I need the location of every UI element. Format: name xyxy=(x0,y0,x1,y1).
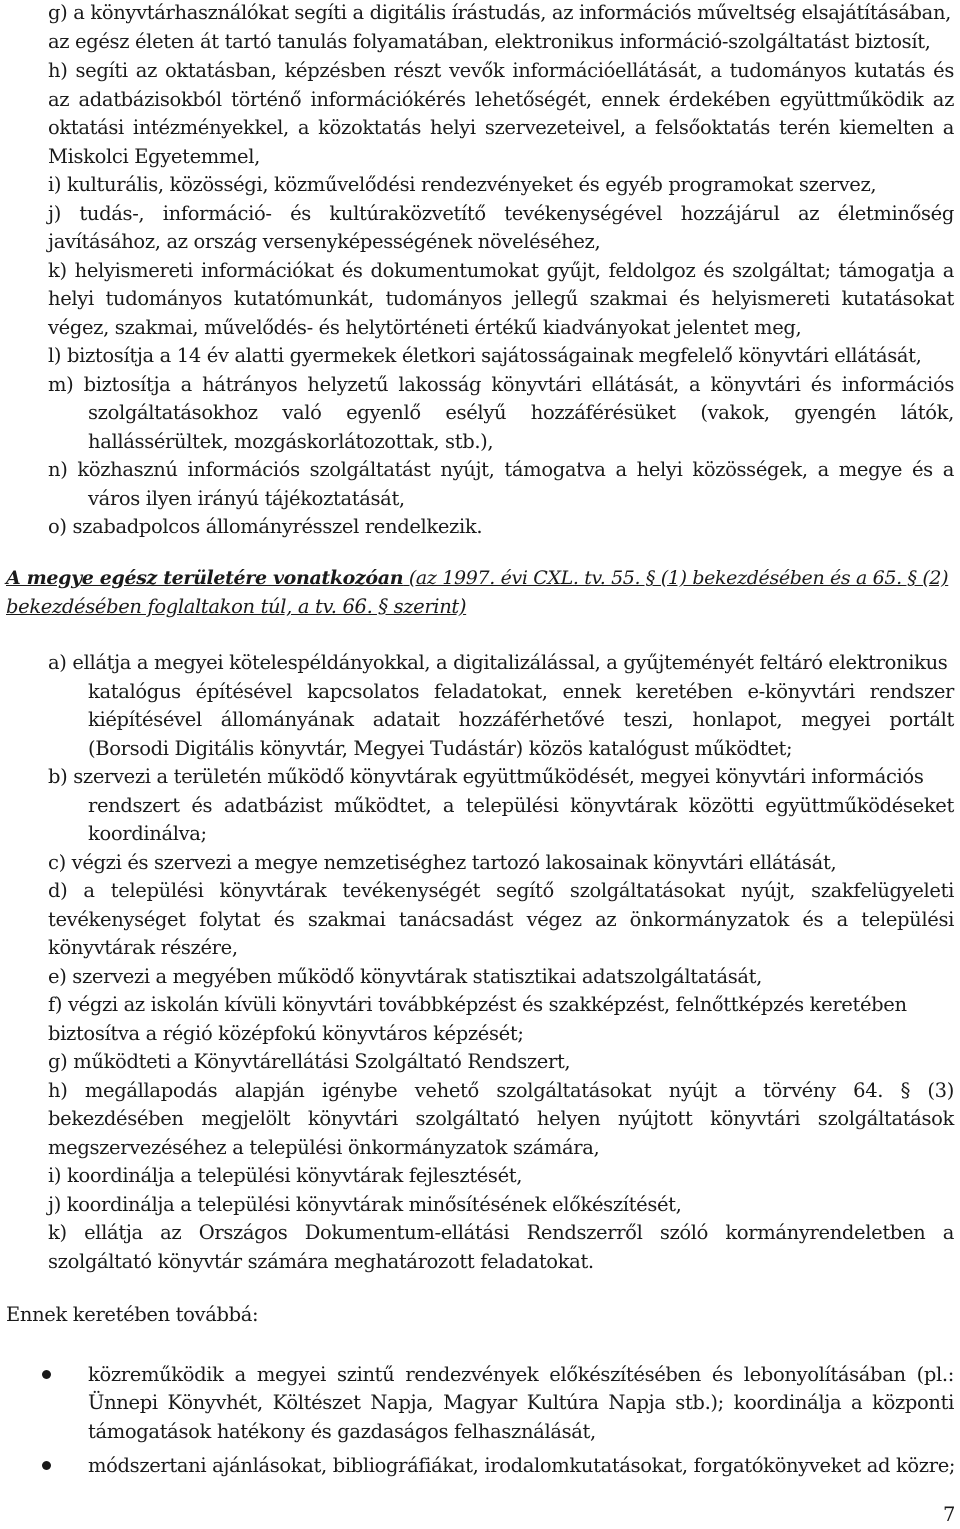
page-number: 7 xyxy=(943,1503,956,1526)
section-heading-continued: bekezdésében foglaltakon túl, a tv. 66. § szerint) xyxy=(6,595,467,618)
text-line: koordinálva; xyxy=(88,822,207,845)
text-line: végez, szakmai, művelődés- és helytörténeti értékű kiadványokat jelentet meg, xyxy=(48,316,802,339)
text-line: c) végzi és szervezi a megye nemzetiséghez tartozó lakosainak könyvtári ellátását, xyxy=(48,851,837,874)
intro-text: Ennek keretében továbbá: xyxy=(6,1303,259,1326)
text-line: o) szabadpolcos állományrésszel rendelkezik. xyxy=(48,515,483,538)
section-heading xyxy=(6,564,954,593)
section-heading-bold: A megye egész területére vonatkozóan xyxy=(6,567,404,589)
text-line: a) ellátja a megyei kötelespéldányokkal, a digitalizálással, a gyűjteményét feltáró elektronikus xyxy=(48,651,948,674)
text-line: oktatási intézményekkel, a közoktatás helyi szervezeteivel, a felsőoktatás terén kiemelten a xyxy=(48,116,954,139)
text-line: l) biztosítja a 14 év alatti gyermekek életkori sajátosságainak megfelelő könyvtári ellátását, xyxy=(48,344,922,367)
text-line: d) a települési könyvtárak tevékenységét segítő szolgáltatásokat nyújt, szakfelügyeleti xyxy=(48,879,954,902)
text-line: h) megállapodás alapján igénybe vehető szolgáltatásokat nyújt a törvény 64. § (3) xyxy=(48,1079,954,1102)
text-line: (Borsodi Digitális könyvtár, Megyei Tudástár) közös katalógust működtet; xyxy=(88,737,793,760)
text-line: Miskolci Egyetemmel, xyxy=(48,145,260,168)
text-line: tevékenységet folytat és szakmai tanácsadást végez az önkormányzatok és a települési xyxy=(48,908,954,931)
text-line: g) a könyvtárhasználókat segíti a digitális írástudás, az információs műveltség elsajátításában, xyxy=(48,1,952,24)
text-line: az adatbázisokból történő információkérés lehetőségét, ennek érdekében együttműködik az xyxy=(48,88,954,111)
text-line: rendszert és adatbázist működtet, a települési könyvtárak közötti együttműködéseket xyxy=(88,794,954,817)
text-line: kiépítésével állományának adatait hozzáférhetővé teszi, honlapot, megyei portált xyxy=(88,708,954,731)
text-line: i) kulturális, közösségi, közművelődési rendezvényeket és egyéb programokat szervez, xyxy=(48,173,877,196)
bullet-icon xyxy=(42,1461,51,1470)
text-line: k) helyismereti információkat és dokumentumokat gyűjt, feldolgoz és szolgáltat; támogatja a xyxy=(48,259,954,282)
text-line: m) biztosítja a hátrányos helyzetű lakosság könyvtári ellátását, a könyvtári és információs xyxy=(48,373,954,396)
text-line: bekezdésében megjelölt könyvtári szolgáltató helyen nyújtott könyvtári szolgáltatások xyxy=(48,1107,954,1130)
text-line: szolgáltató könyvtár számára meghatározott feladatokat. xyxy=(48,1250,594,1273)
text-line: f) végzi az iskolán kívüli könyvtári továbbképzést és szakképzést, felnőttképzés keretében xyxy=(48,993,907,1016)
text-line: könyvtárak részére, xyxy=(48,936,238,959)
bullet-line: módszertani ajánlásokat, bibliográfiákat, irodalomkutatásokat, forgatókönyveket ad közre; xyxy=(88,1454,956,1477)
text-line: i) koordinálja a települési könyvtárak fejlesztését, xyxy=(48,1164,523,1187)
text-line: g) működteti a Könyvtárellátási Szolgáltató Rendszert, xyxy=(48,1050,571,1073)
text-line: megszervezéséhez a települési önkormányzatok számára, xyxy=(48,1136,600,1159)
text-line: j) koordinálja a települési könyvtárak minősítésének előkészítését, xyxy=(48,1193,682,1216)
section-heading-italic: (az 1997. évi CXL. tv. 55. § (1) bekezdésében és a 65. § (2) xyxy=(403,567,949,589)
text-line: helyi tudományos kutatómunkát, tudományos jellegű szakmai és helyismereti kutatásokat xyxy=(48,287,954,310)
text-line: k) ellátja az Országos Dokumentum-ellátási Rendszerről szóló kormányrendeletben a xyxy=(48,1221,954,1244)
bullet-icon xyxy=(42,1370,51,1379)
text-line: n) közhasznú információs szolgáltatást nyújt, támogatva a helyi közösségek, a megye és a xyxy=(48,458,954,481)
bullet-line: támogatások hatékony és gazdaságos felhasználását, xyxy=(88,1420,596,1443)
text-line: hallássérültek, mozgáskorlátozottak, stb.), xyxy=(88,430,494,453)
text-line: szolgáltatásokhoz való egyenlő esélyű hozzáférésüket (vakok, gyengén látók, xyxy=(88,401,954,424)
bullet-line: Ünnepi Könyvhét, Költészet Napja, Magyar Kultúra Napja stb.); koordinálja a központi xyxy=(88,1391,954,1414)
text-line: az egész életen át tartó tanulás folyamatában, elektronikus információ-szolgáltatást biztosít, xyxy=(48,30,931,53)
bullet-line: közreműködik a megyei szintű rendezvények előkészítésében és lebonyolításában (pl.: xyxy=(88,1363,954,1386)
text-line: biztosítva a régió középfokú könyvtáros képzését; xyxy=(48,1022,524,1045)
text-line: h) segíti az oktatásban, képzésben részt vevők információellátását, a tudományos kutatás és xyxy=(48,59,954,82)
text-line: b) szervezi a területén működő könyvtárak együttműködését, megyei könyvtári információs xyxy=(48,765,924,788)
text-line: e) szervezi a megyében működő könyvtárak statisztikai adatszolgáltatását, xyxy=(48,965,763,988)
text-line: város ilyen irányú tájékoztatását, xyxy=(88,487,405,510)
text-line: katalógus építésével kapcsolatos feladatokat, ennek keretében e-könyvtári rendszer xyxy=(88,680,954,703)
text-line: javításához, az ország versenyképességének növeléséhez, xyxy=(48,230,601,253)
text-line: j) tudás-, információ- és kultúraközvetítő tevékenységével hozzájárul az életminőség xyxy=(48,202,954,225)
